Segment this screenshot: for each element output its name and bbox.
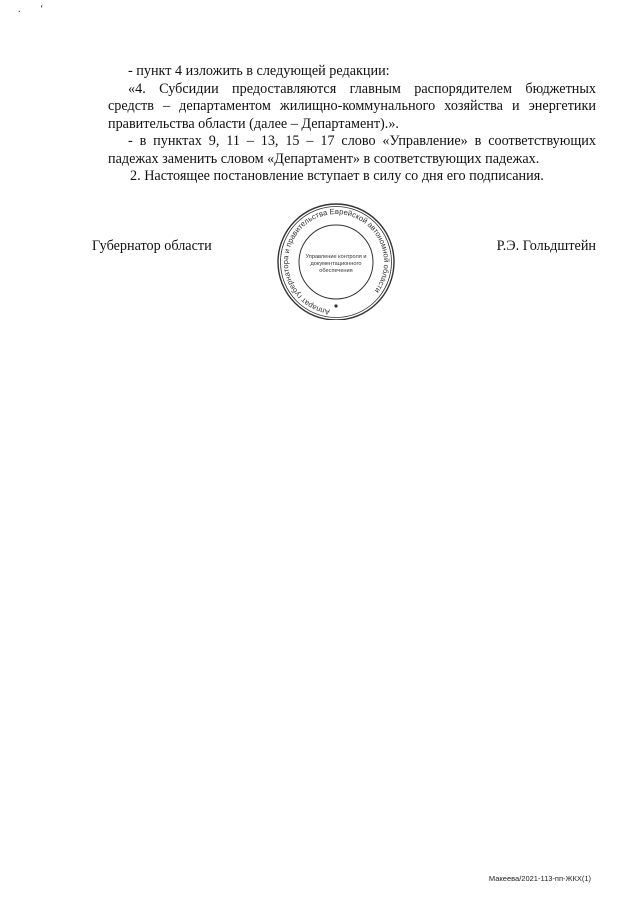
paragraph-3: - в пунктах 9, 11 – 13, 15 – 17 слово «Управление» в соответствующих падежах заменить словом «Департамент» в соответствующих падежах. bbox=[108, 133, 596, 167]
paragraph-4: 2. Настоящее постановление вступает в силу со дня его подписания. bbox=[130, 168, 544, 184]
speck-quote: ‘ bbox=[40, 4, 44, 15]
stamp-center-line-3: обеспечения bbox=[319, 268, 353, 274]
stamp-ring-text: Аппарат губернатора и правительства Еврейской автономной области bbox=[281, 206, 392, 317]
speck-dot: . bbox=[18, 4, 21, 15]
signatory-position: Губернатор области bbox=[92, 238, 212, 254]
document-reference: Макеева/2021-113-пп-ЖКХ(1) bbox=[488, 874, 591, 883]
stamp-dot bbox=[334, 304, 337, 307]
paragraph-1: - пункт 4 изложить в следующей редакции: bbox=[128, 63, 390, 79]
document-body bbox=[108, 63, 596, 186]
paragraph-2: «4. Субсидии предоставляются главным распорядителем бюджетных средств – департаментом жилищно-коммунального хозяйства и энергетики правительства области (далее – Департамент).». bbox=[108, 80, 596, 132]
signatory-name: Р.Э. Гольдштейн bbox=[496, 238, 596, 254]
stamp-center-line-1: Управление контроля и bbox=[305, 254, 367, 260]
stamp-center-line-2: документационного bbox=[310, 261, 362, 267]
official-stamp bbox=[268, 202, 404, 320]
